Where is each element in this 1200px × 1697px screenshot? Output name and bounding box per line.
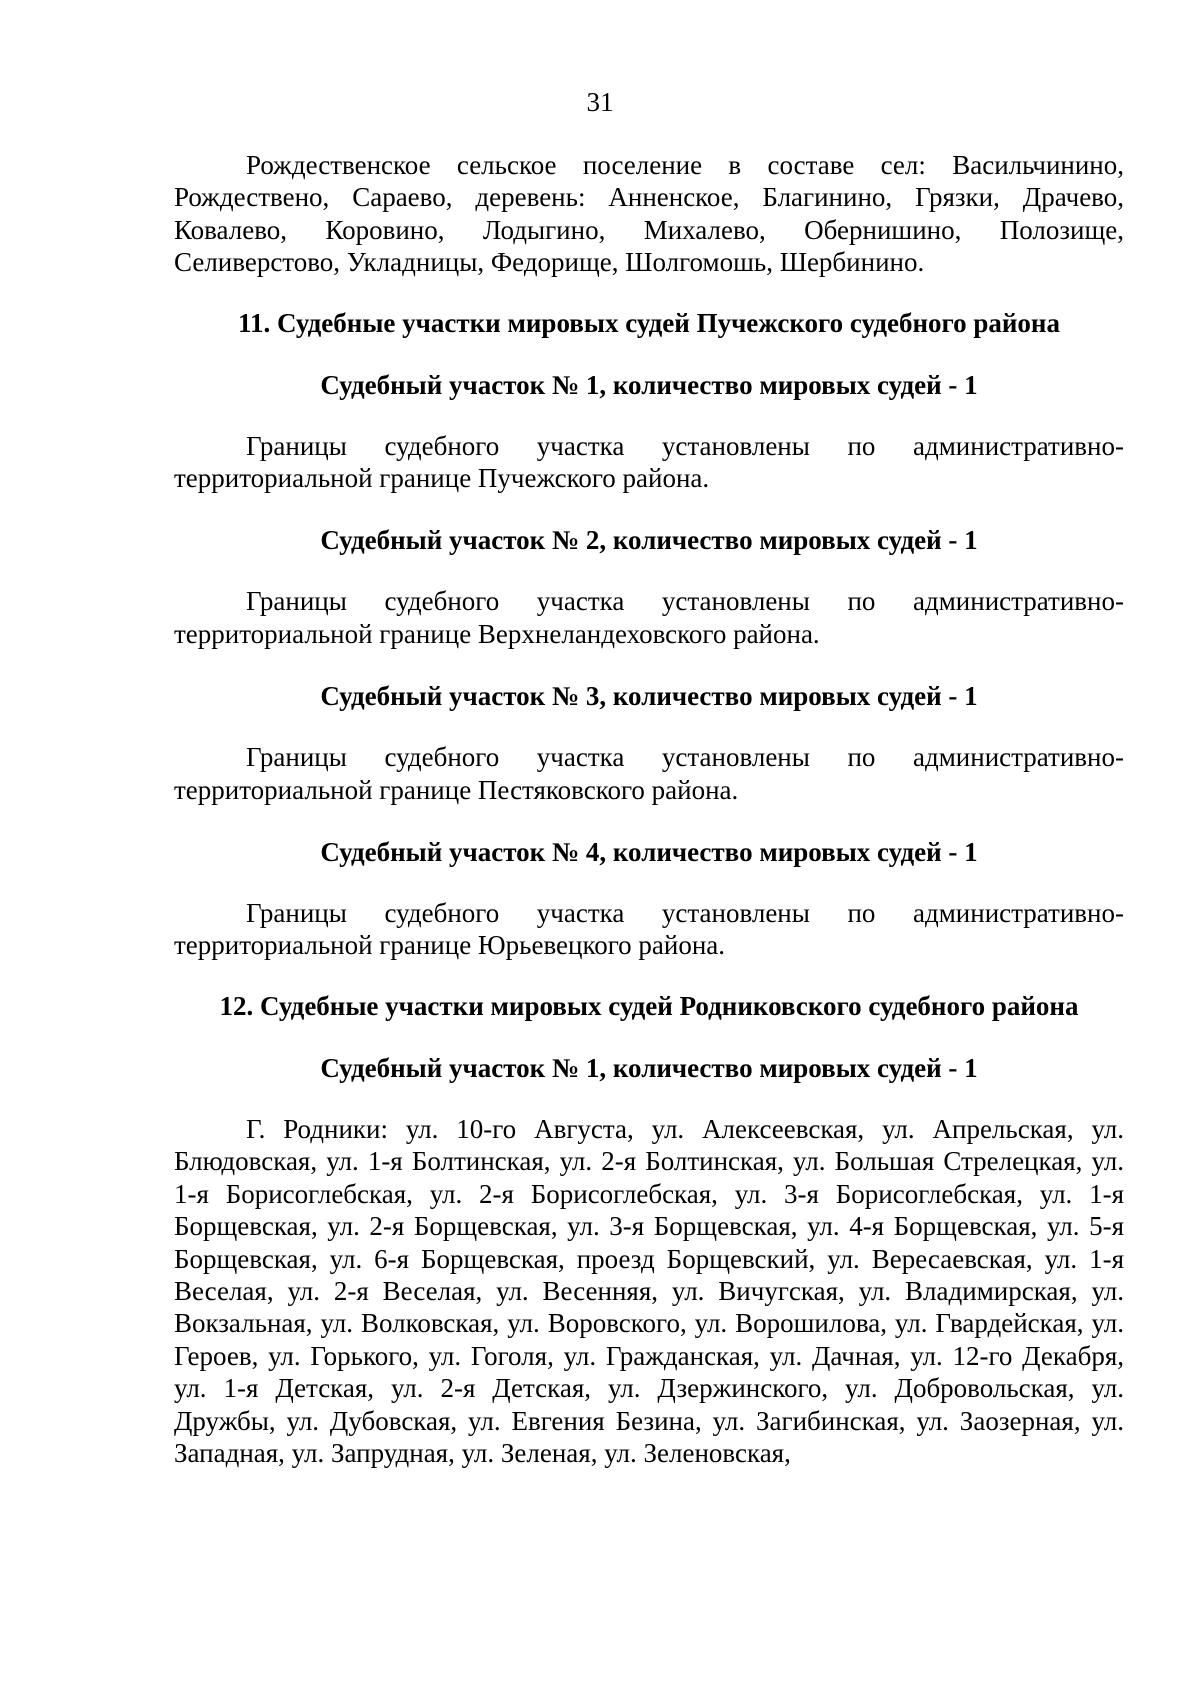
page-number: 31 <box>586 87 614 117</box>
court-district-boundary: Границы судебного участка установлены по административно-территориальной границе Юрьевецкого района. <box>174 898 1124 961</box>
court-district-heading: Судебный участок № 4, количество мировых судей - 1 <box>320 837 978 868</box>
section-heading-11: 11. Судебные участки мировых судей Пучежского судебного района <box>238 307 1060 338</box>
court-district-heading: Судебный участок № 1, количество мировых судей - 1 <box>320 369 978 400</box>
court-district-heading: Судебный участок № 3, количество мировых судей - 1 <box>320 681 978 712</box>
court-district-heading: Судебный участок № 2, количество мировых судей - 1 <box>320 525 978 556</box>
document-body <box>174 149 1124 1469</box>
section-heading-12: 12. Судебные участки мировых судей Родниковского судебного района <box>219 990 1079 1021</box>
court-district-boundary: Границы судебного участка установлены по административно-территориальной границе Пучежского района. <box>174 430 1124 494</box>
court-district-heading: Судебный участок № 1, количество мировых судей - 1 <box>320 1052 978 1083</box>
court-district-boundary: Границы судебного участка установлены по административно-территориальной границе Пестяковского района. <box>174 742 1124 805</box>
court-district-boundary: Границы судебного участка установлены по административно-территориальной границе Верхнеландеховского района. <box>174 586 1124 649</box>
settlement-paragraph: Рождественское сельское поселение в составе сел: Васильчинино, Рождествено, Сараево, деревень: Анненское, Благинино, Грязки, Драчево, Ковалево, Коровино, Лодыгино, Михалево, Обернишино, Полозище, Селиверстово, Укладницы, Федорище, Шолгомошь, Шербинино. <box>174 150 1124 278</box>
street-list-paragraph: Г. Родники: ул. 10-го Августа, ул. Алексеевская, ул. Апрельская, ул. Блюдовская, ул. 1-я Болтинская, ул. 2-я Болтинская, ул. Большая Стрелецкая, ул. 1-я Борисоглебская, ул. 2-я Борисоглебская, ул. 3-я Борисоглебская, ул. 1-я Борщевская, ул. 2-я Борщевская, ул. 3-я Борщевская, ул. 4-я Борщевская, ул. 5-я Борщевская, ул. 6-я Борщевская, проезд Борщевский, ул. Вересаевская, ул. 1-я Веселая, ул. 2-я Веселая, ул. Весенняя, ул. Вичугская, ул. Владимирская, ул. Вокзальная, ул. Волковская, ул. Воровского, ул. Ворошилова, ул. Гвардейская, ул. Героев, ул. Горького, ул. Гоголя, ул. Гражданская, ул. Дачная, ул. 12-го Декабря, ул. 1-я Детская, ул. 2-я Детская, ул. Дзержинского, ул. Добровольская, ул. Дружбы, ул. Дубовская, ул. Евгения Безина, ул. Загибинская, ул. Заозерная, ул. Западная, ул. Запрудная, ул. Зеленая, ул. Зеленовская, <box>174 1113 1124 1468</box>
